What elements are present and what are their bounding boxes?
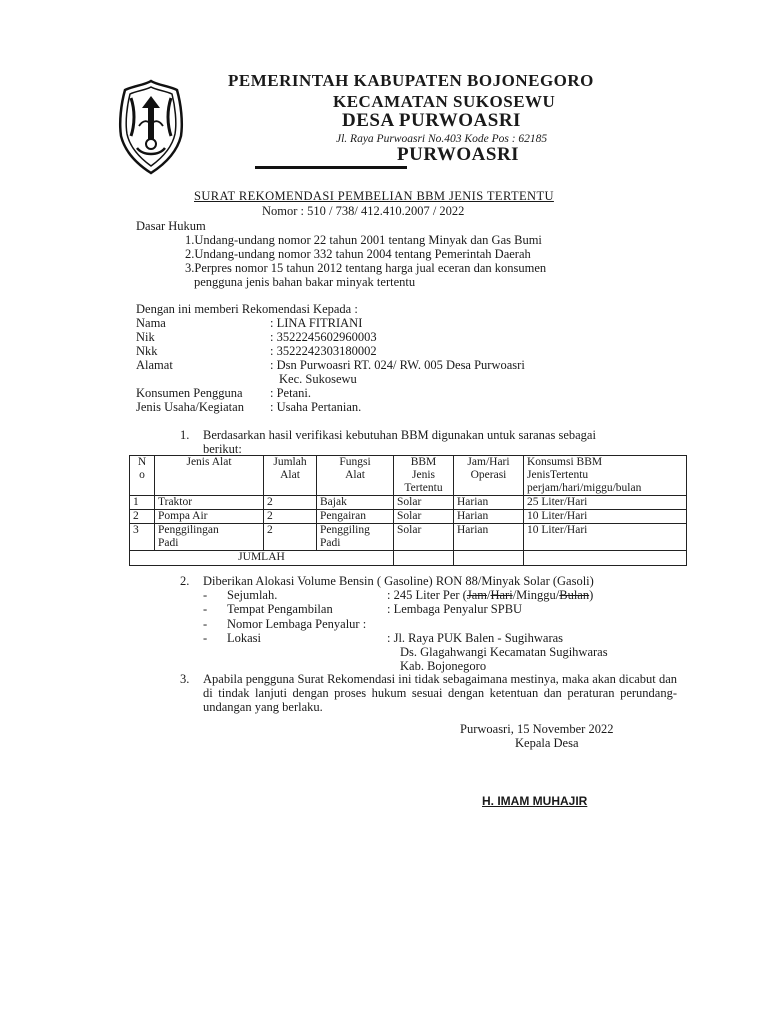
- legal-basis-item: 1.Undang-undang nomor 22 tahun 2001 tentang Minyak dan Gas Bumi: [185, 233, 542, 247]
- table-cell: 3: [130, 524, 155, 551]
- field-value-name: : LINA FITRIANI: [270, 316, 363, 330]
- point-1-number: 1.: [180, 428, 190, 442]
- table-cell: Harian: [454, 510, 524, 524]
- field-label-nik: Nik: [136, 330, 155, 344]
- field-label-consumer: Konsumen Pengguna: [136, 386, 243, 400]
- table-cell: Pengairan: [317, 510, 394, 524]
- field-value-nik: : 3522245602960003: [270, 330, 377, 344]
- table-cell: Pompa Air: [155, 510, 264, 524]
- table-header-cell: Jam/Hari Operasi: [454, 456, 524, 496]
- table-header-cell: Fungsi Alat: [317, 456, 394, 496]
- header-district: KECAMATAN SUKOSEWU: [333, 92, 556, 111]
- bbm-equipment-table: [129, 455, 687, 566]
- allocation-dash: -: [203, 602, 208, 616]
- table-cell: 10 Liter/Hari: [524, 510, 687, 524]
- table-cell: Bajak: [317, 496, 394, 510]
- allocation-dash: -: [203, 617, 208, 631]
- table-cell: 2: [264, 496, 317, 510]
- legal-basis-item: 2.Undang-undang nomor 332 tahun 2004 tentang Pemerintah Daerah: [185, 247, 531, 261]
- legal-basis-item-cont: pengguna jenis bahan bakar minyak tertentu: [194, 275, 416, 289]
- header-address: Jl. Raya Purwoasri No.403 Kode Pos : 62185: [336, 133, 548, 145]
- point-3-text: Apabila pengguna Surat Rekomendasi ini tidak sebagaimana mestinya, maka akan dicabut dan di tindak lanjuti dengan proses hukum sesuai dengan ketentuan dan peraturan perundang-undangan yang berlaku.: [203, 672, 677, 714]
- table-cell: Solar: [394, 524, 454, 551]
- table-header-cell: Jumlah Alat: [264, 456, 317, 496]
- allocation-place-label: Tempat Pengambilan: [227, 602, 333, 616]
- header-government: PEMERINTAH KABUPATEN BOJONEGORO: [228, 71, 594, 90]
- point-1-text: Berdasarkan hasil verifikasi kebutuhan BBM digunakan untuk saranas sebagai: [203, 428, 596, 442]
- table-cell: Penggiling Padi: [317, 524, 394, 551]
- legal-basis-item: 3.Perpres nomor 15 tahun 2012 tentang harga jual eceran dan konsumen: [185, 261, 547, 275]
- table-cell: 2: [264, 510, 317, 524]
- allocation-amount-label: Sejumlah.: [227, 588, 278, 602]
- table-cell: Harian: [454, 524, 524, 551]
- allocation-place-value: : Lembaga Penyalur SPBU: [387, 602, 523, 616]
- table-header-cell: N o: [130, 456, 155, 496]
- allocation-location-value: : Jl. Raya PUK Balen - Sugihwaras: [387, 631, 564, 645]
- table-cell: Penggilingan Padi: [155, 524, 264, 551]
- table-cell: Traktor: [155, 496, 264, 510]
- point-1-text-cont: berikut:: [203, 442, 242, 456]
- document-title: SURAT REKOMENDASI PEMBELIAN BBM JENIS TERTENTU: [194, 189, 554, 203]
- field-label-nkk: Nkk: [136, 344, 158, 358]
- bojonegoro-emblem-icon: [117, 78, 185, 176]
- signer-position: Kepala Desa: [515, 736, 579, 750]
- allocation-amount-value: : 245 Liter Per (Jam/Hari/Minggu/Bulan): [387, 588, 594, 602]
- allocation-distributor-label: Nomor Lembaga Penyalur :: [227, 617, 367, 631]
- table-cell: Harian: [454, 496, 524, 510]
- table-row: [130, 524, 687, 551]
- allocation-location-cont: Kab. Bojonegoro: [400, 659, 487, 673]
- table-cell: Solar: [394, 510, 454, 524]
- document-number: Nomor : 510 / 738/ 412.410.2007 / 2022: [262, 204, 465, 218]
- field-label-name: Nama: [136, 316, 166, 330]
- table-total-label: JUMLAH: [130, 551, 394, 566]
- table-row: [130, 496, 687, 510]
- allocation-dash: -: [203, 631, 208, 645]
- legal-basis-label: Dasar Hukum: [136, 219, 206, 233]
- table-cell: [454, 551, 524, 566]
- field-value-nkk: : 3522242303180002: [270, 344, 377, 358]
- point-3-number: 3.: [180, 672, 190, 686]
- table-cell: 10 Liter/Hari: [524, 524, 687, 551]
- table-total-row: [130, 551, 687, 566]
- table-cell: Solar: [394, 496, 454, 510]
- header-place: PURWOASRI: [397, 144, 520, 165]
- table-cell: 1: [130, 496, 155, 510]
- allocation-location-label: Lokasi: [227, 631, 262, 645]
- field-label-business: Jenis Usaha/Kegiatan: [136, 400, 244, 414]
- table-cell: 25 Liter/Hari: [524, 496, 687, 510]
- signer-name: H. IMAM MUHAJIR: [482, 794, 588, 808]
- point-2-text: Diberikan Alokasi Volume Bensin ( Gasoline) RON 88/Minyak Solar (Gasoli): [203, 574, 594, 588]
- table-row: [130, 510, 687, 524]
- header-rule: [255, 166, 407, 169]
- table-header-row: [130, 456, 687, 496]
- table-cell: 2: [130, 510, 155, 524]
- table-header-cell: Konsumsi BBM JenisTertentu perjam/hari/miggu/bulan: [524, 456, 687, 496]
- point-2-number: 2.: [180, 574, 190, 588]
- place-date: Purwoasri, 15 November 2022: [460, 722, 614, 736]
- recommendation-intro: Dengan ini memberi Rekomendasi Kepada :: [136, 302, 358, 316]
- table-header-cell: Jenis Alat: [155, 456, 264, 496]
- table-cell: 2: [264, 524, 317, 551]
- header-village: DESA PURWOASRI: [342, 110, 521, 131]
- field-label-address: Alamat: [136, 358, 173, 372]
- field-value-consumer: : Petani.: [270, 386, 311, 400]
- table-cell: [394, 551, 454, 566]
- field-value-address-cont: Kec. Sukosewu: [279, 372, 357, 386]
- allocation-location-cont: Ds. Glagahwangi Kecamatan Sugihwaras: [400, 645, 608, 659]
- field-value-address: : Dsn Purwoasri RT. 024/ RW. 005 Desa Purwoasri: [270, 358, 525, 372]
- table-header-cell: BBM Jenis Tertentu: [394, 456, 454, 496]
- table-cell: [524, 551, 687, 566]
- allocation-dash: -: [203, 588, 208, 602]
- field-value-business: : Usaha Pertanian.: [270, 400, 362, 414]
